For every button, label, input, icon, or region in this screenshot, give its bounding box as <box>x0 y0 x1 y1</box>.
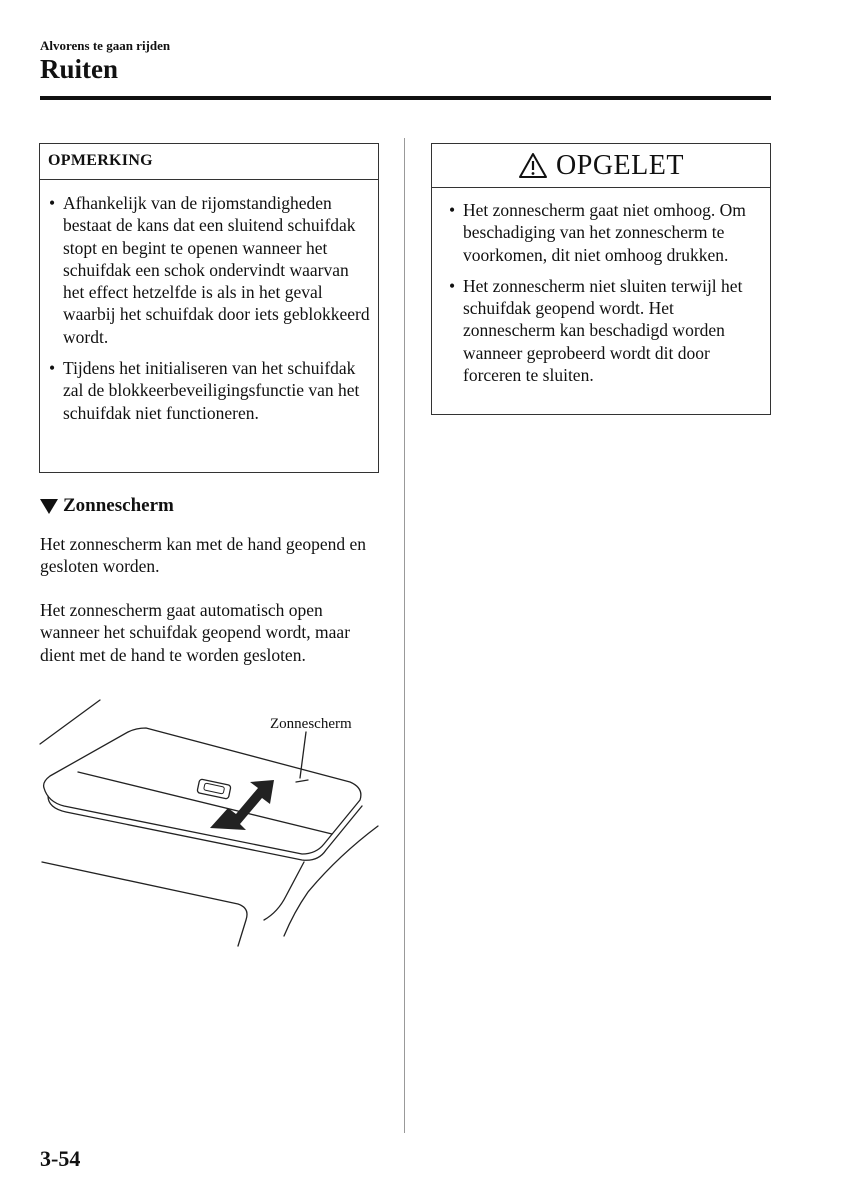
warning-list <box>432 188 770 386</box>
column-divider <box>404 138 405 1133</box>
warning-item: • Het zonnescherm niet sluiten terwijl het schuifdak geopend wordt. Het zonnescherm kan beschadigd worden wanneer geprobeerd wordt dit door forceren te sluiten. <box>440 275 762 386</box>
subsection-heading-text: Zonnescherm <box>63 495 174 516</box>
page-title: Ruiten <box>40 54 119 84</box>
note-item: • Tijdens het initialiseren van het schuifdak zal de blokkeerbeveiligingsfunctie van het schuifdak niet functioneren. <box>40 357 370 424</box>
warning-header <box>432 144 770 188</box>
warning-triangle-icon <box>518 152 548 179</box>
note-item: • Afhankelijk van de rijomstandigheden bestaat de kans dat een sluitend schuifdak stopt en begint te openen wanneer het schuifdak een schok ondervindt waarvan het effect hetzelfde is als in het geval waarbij het schuifdak door iets geblokkeerd wordt. <box>40 192 370 348</box>
subsection-heading <box>40 495 174 517</box>
triangle-marker-icon <box>40 499 58 514</box>
header-rule <box>40 96 771 100</box>
warning-box <box>431 143 771 415</box>
note-heading: OPMERKING <box>40 144 378 180</box>
warning-heading: OPGELET <box>556 149 684 181</box>
warning-item: • Het zonnescherm gaat niet omhoog. Om beschadiging van het zonnescherm te voorkomen, dit niet omhoog drukken. <box>440 199 762 266</box>
figure-label: Zonnescherm <box>270 716 352 732</box>
paragraph: Het zonnescherm gaat automatisch open wanneer het schuifdak geopend wordt, maar dient met de hand te worden gesloten. <box>40 600 351 665</box>
paragraph: Het zonnescherm kan met de hand geopend en gesloten worden. <box>40 534 367 577</box>
page-number: 3-54 <box>40 1146 81 1171</box>
note-list <box>40 180 378 424</box>
section-label: Alvorens te gaan rijden <box>40 38 171 53</box>
note-box <box>39 143 379 473</box>
sunshade-illustration <box>38 696 383 956</box>
